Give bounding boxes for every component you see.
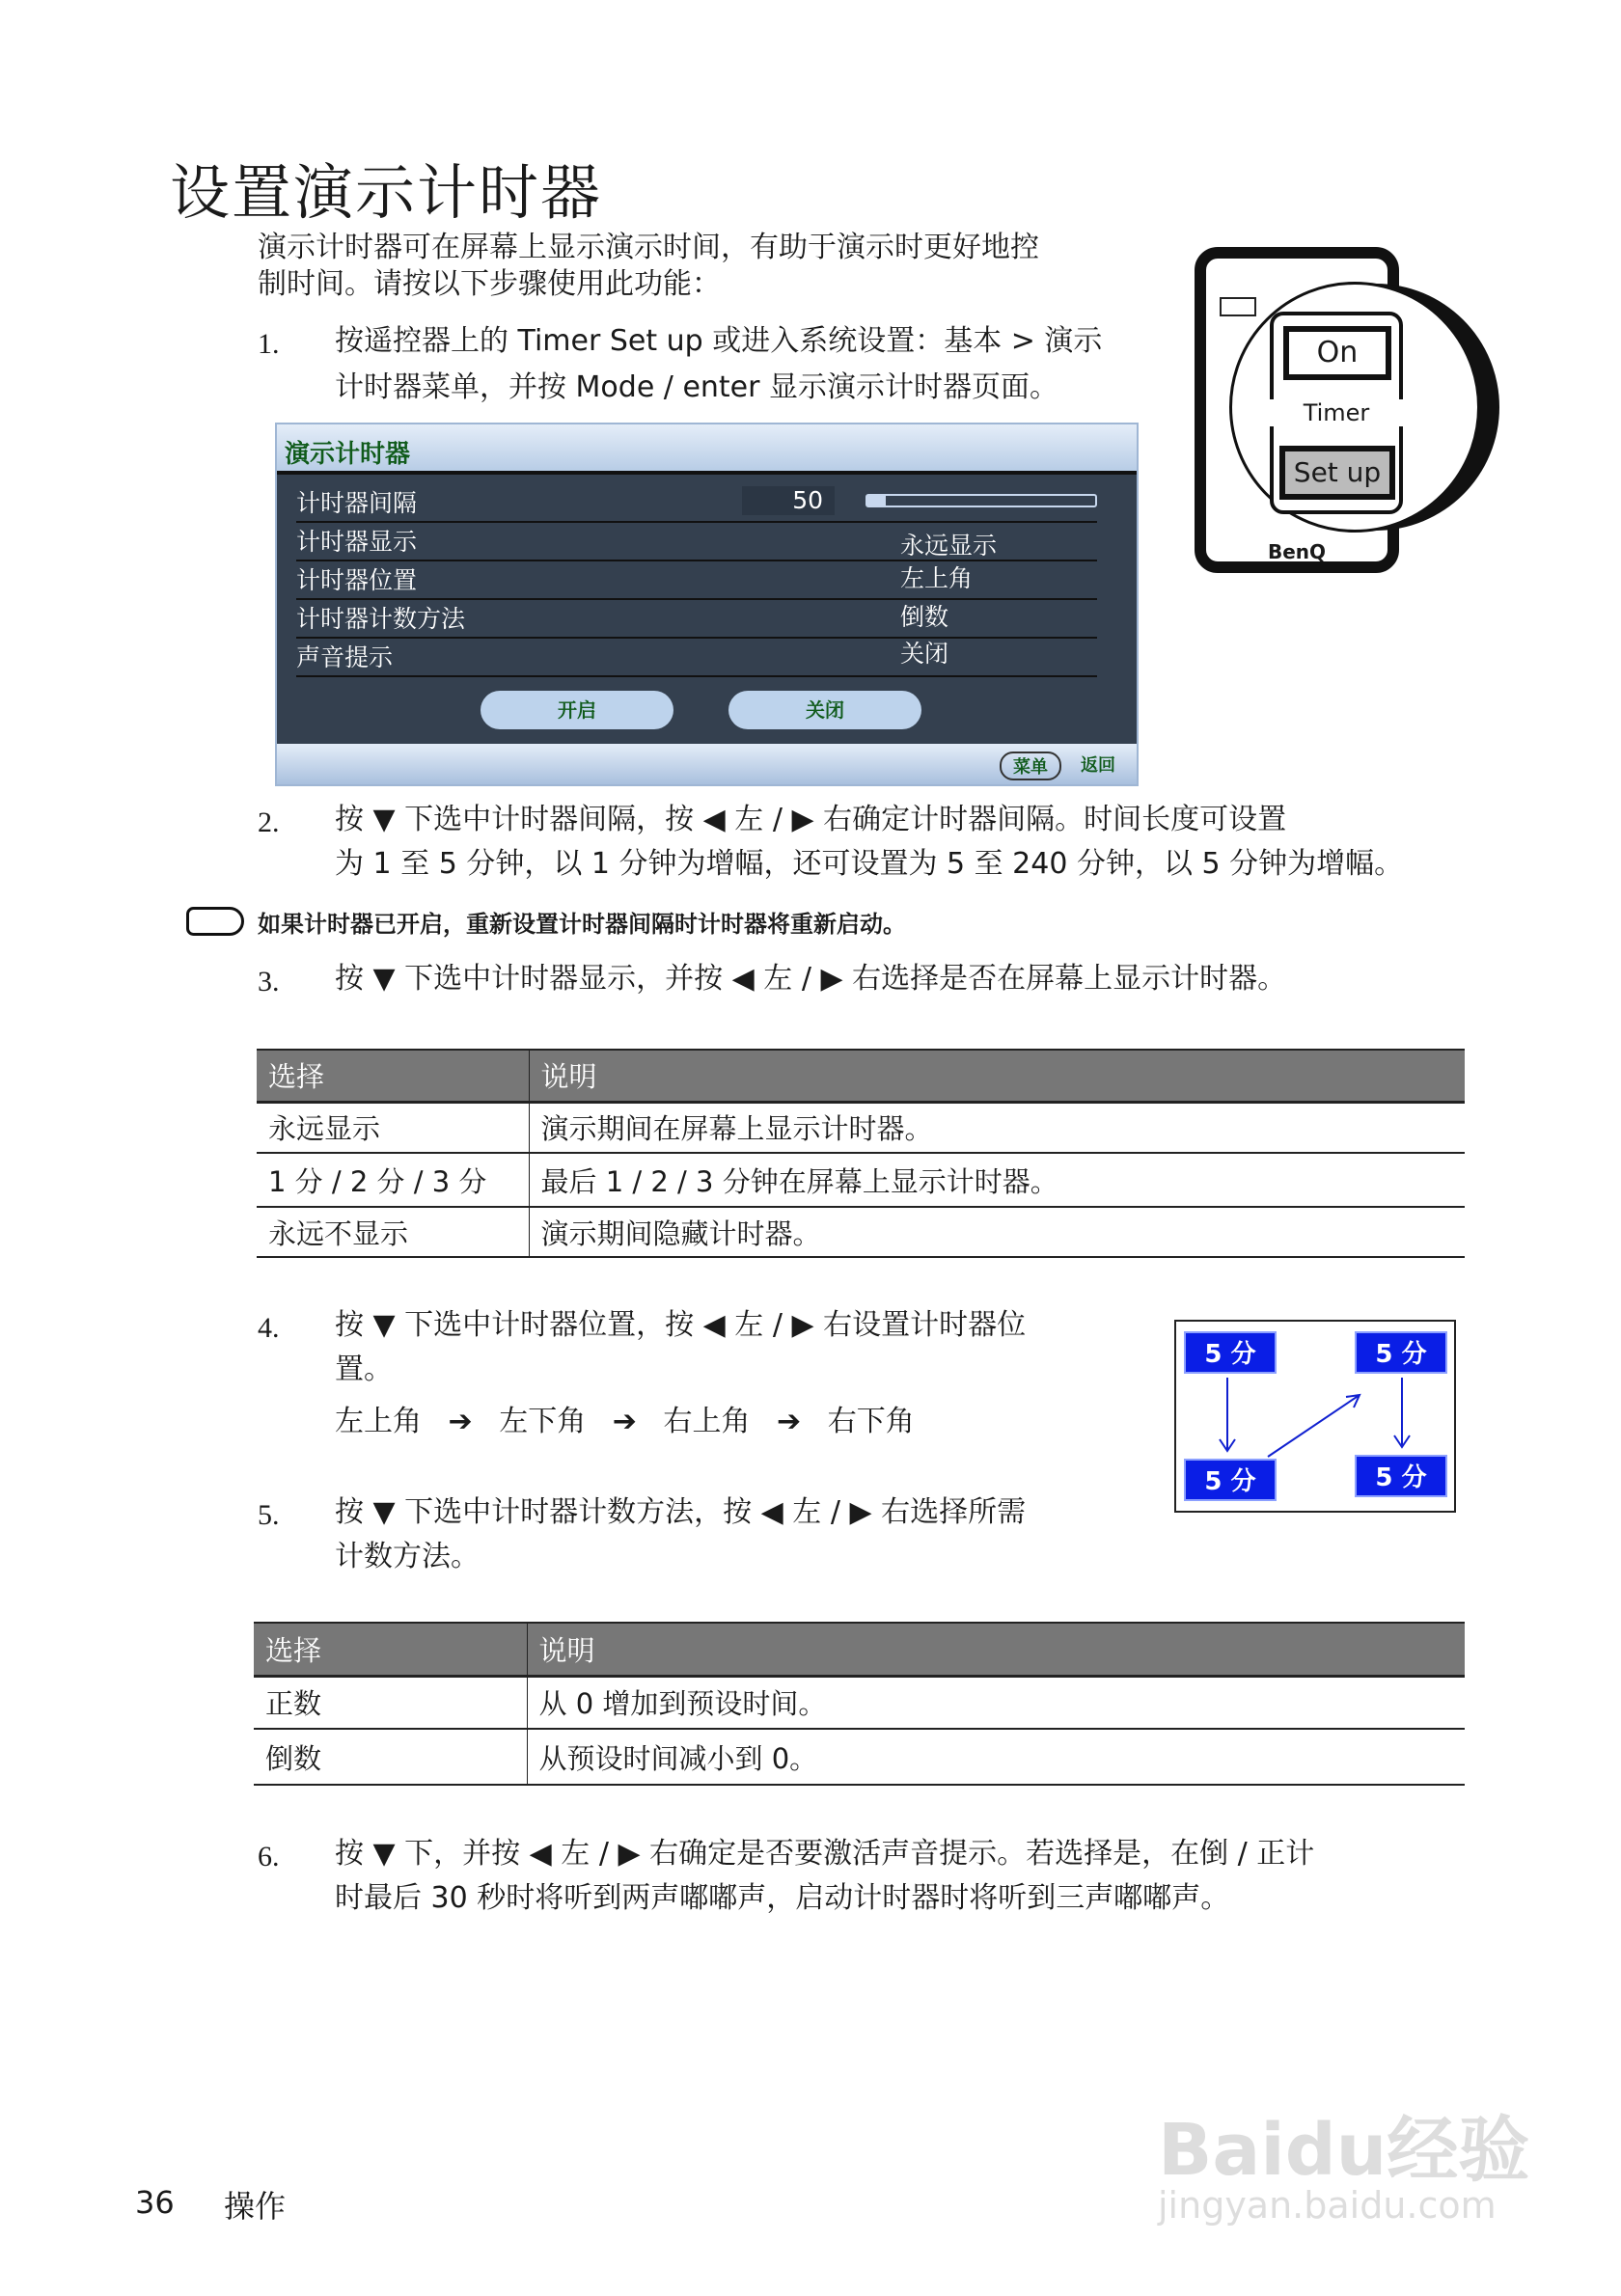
step-1-line-2: 计时器菜单，并按 Mode / enter 显示演示计时器页面。 [335,370,1059,404]
page-number: 36 [135,2184,175,2221]
step-6-line-1: 按 ▼ 下，并按 ◀ 左 / ▶ 右确定是否要激活声音提示。若选择是，在倒 / 正计 [335,1837,1315,1871]
menu-key[interactable]: 菜单 [1000,752,1061,780]
step-number: 1. [258,328,280,360]
watermark-url: jingyan.baidu.com [1158,2184,1497,2227]
section-name: 操作 [224,2188,287,2225]
osd-on-button[interactable]: 开启 [481,691,673,729]
tag-top-left: 5 分 [1184,1331,1277,1374]
table-header: 选择 [257,1050,529,1102]
step-3-line-1: 按 ▼ 下选中计时器显示，并按 ◀ 左 / ▶ 右选择是否在屏幕上显示计时器。 [335,962,1287,996]
osd-label: 计时器显示 [296,528,418,556]
table-cell: 1 分 / 2 分 / 3 分 [257,1153,529,1207]
osd-value: 关闭 [900,640,949,668]
osd-label: 计时器间隔 [296,489,418,517]
table-cell: 演示期间在屏幕上显示计时器。 [529,1102,1465,1153]
table-cell: 从 0 增加到预设时间。 [527,1676,1465,1729]
timer-setup-button: Set up [1279,446,1395,500]
position-item: 右下角 [827,1405,915,1438]
tag-bottom-right: 5 分 [1355,1455,1447,1497]
intro-line-1: 演示计时器可在屏幕上显示演示时间，有助于演示时更好地控 [258,231,1039,264]
osd-row-count-method[interactable] [296,600,1097,639]
power-icon [1220,297,1256,316]
osd-label: 声音提示 [296,643,394,671]
table-cell: 从预设时间减小到 0。 [527,1729,1465,1785]
position-diagram [1174,1320,1456,1513]
position-item: 左上角 [335,1405,422,1438]
table-cell: 演示期间隐藏计时器。 [529,1207,1465,1257]
osd-row-interval[interactable] [296,484,1097,523]
arrow-right-icon: ➔ [448,1405,473,1438]
step-2-line-2: 为 1 至 5 分钟，以 1 分钟为增幅，还可设置为 5 至 240 分钟，以 5 分钟为增幅。 [335,847,1404,881]
osd-footer [277,744,1137,784]
position-item: 右上角 [663,1405,751,1438]
osd-value: 倒数 [900,603,949,631]
table-row [254,1729,1465,1785]
diagram-arrows [1176,1322,1458,1515]
step-4-line-2: 置。 [335,1353,393,1386]
step-6-line-2: 时最后 30 秒时将听到两声嘟嘟声，启动计时器时将听到三声嘟嘟声。 [335,1881,1230,1915]
table-header: 说明 [527,1623,1465,1676]
remote-illustration [1195,247,1399,573]
osd-row-position[interactable] [296,561,1097,600]
benq-logo: BenQ [1268,540,1327,563]
arrow-right-icon: ➔ [612,1405,637,1438]
interval-value: 50 [742,486,835,515]
table-row [257,1102,1465,1153]
table-header: 选择 [254,1623,527,1676]
position-sequence [335,1400,915,1444]
osd-row-display[interactable] [296,523,1097,561]
back-label: 返回 [1081,755,1115,776]
arrow-right-icon: ➔ [777,1405,802,1438]
step-4-line-1: 按 ▼ 下选中计时器位置，按 ◀ 左 / ▶ 右设置计时器位 [335,1308,1027,1342]
table-row [254,1676,1465,1729]
table-row [257,1207,1465,1257]
baidu-watermark: Baidu经验 [1158,2109,1530,2192]
tag-top-right: 5 分 [1355,1331,1447,1374]
table-header: 说明 [529,1050,1465,1102]
step-2-line-1: 按 ▼ 下选中计时器间隔，按 ◀ 左 / ▶ 右确定计时器间隔。时间长度可设置 [335,803,1287,836]
osd-value: 左上角 [900,564,974,592]
interval-slider[interactable] [865,494,1097,507]
step-number: 6. [258,1841,280,1872]
step-number: 4. [258,1312,280,1344]
osd-off-button[interactable]: 关闭 [728,691,921,729]
table-cell: 正数 [254,1676,527,1729]
table-cell: 永远显示 [257,1102,529,1153]
table-cell: 最后 1 / 2 / 3 分钟在屏幕上显示计时器。 [529,1153,1465,1207]
note-hand-icon [186,907,244,936]
step-5-line-1: 按 ▼ 下选中计时器计数方法，按 ◀ 左 / ▶ 右选择所需 [335,1495,1027,1529]
timer-display-table [257,1049,1465,1258]
osd-label: 计时器位置 [296,566,418,594]
osd-row-sound[interactable] [296,639,1097,677]
page-title: 设置演示计时器 [170,157,603,228]
note-text: 如果计时器已开启，重新设置计时器间隔时计时器将重新启动。 [258,911,906,938]
step-1-line-1: 按遥控器上的 Timer Set up 或进入系统设置：基本 > 演示 [335,324,1103,358]
tag-bottom-left: 5 分 [1184,1459,1277,1501]
osd-value: 永远显示 [900,532,998,560]
timer-on-button: On [1283,326,1391,380]
timer-label: Timer [1270,399,1403,426]
timer-osd-menu [275,423,1139,786]
osd-title: 演示计时器 [277,424,1137,475]
osd-label: 计时器计数方法 [296,605,466,633]
step-5-line-2: 计数方法。 [335,1540,480,1573]
step-number: 2. [258,806,280,838]
table-cell: 倒数 [254,1729,527,1785]
table-row [257,1153,1465,1207]
table-cell: 永远不显示 [257,1207,529,1257]
intro-line-2: 制时间。请按以下步骤使用此功能： [258,267,721,301]
position-item: 左下角 [499,1405,587,1438]
step-number: 3. [258,966,280,998]
count-method-table [254,1622,1465,1786]
step-number: 5. [258,1499,280,1531]
